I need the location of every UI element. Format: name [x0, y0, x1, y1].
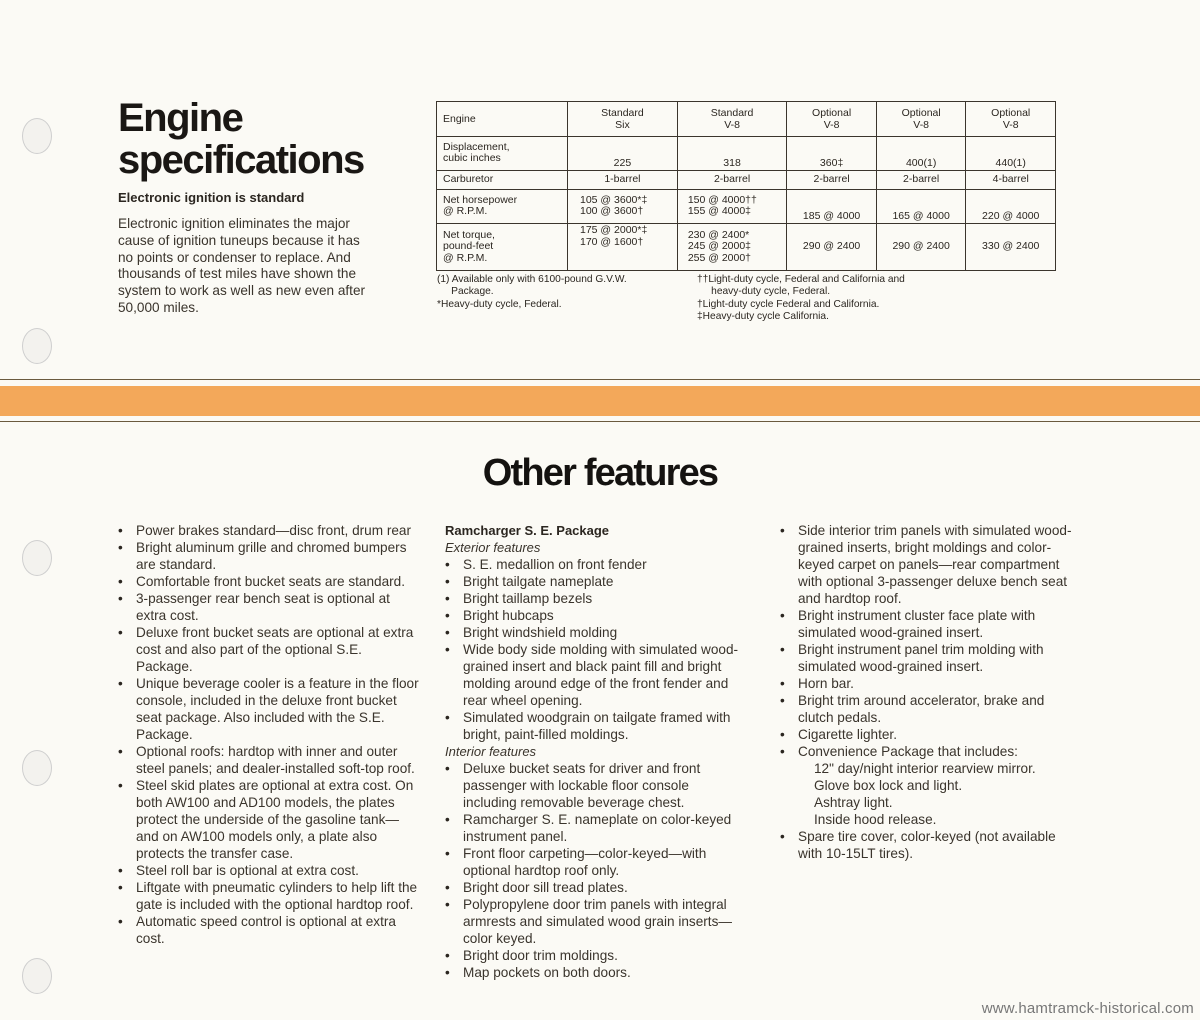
- footnote: *Heavy-duty cycle, Federal.: [437, 298, 562, 310]
- list-item: • Optional roofs: hardtop with inner and outer steel panels; and dealer-installed soft-top roof.: [118, 743, 420, 777]
- engine-spec-table: [436, 101, 1056, 271]
- row-label: Net torque, pound-feet @ R.P.M.: [437, 224, 568, 271]
- exterior-features-list: [445, 556, 745, 743]
- list-item: • Polypropylene door trim panels with integral armrests and simulated wood grain inserts—color keyed.: [445, 896, 745, 947]
- list-item: • Bright door sill tread plates.: [445, 879, 745, 896]
- row-label: Carburetor: [437, 171, 568, 189]
- title-line-2: specifications: [118, 138, 364, 182]
- table-cell: 400(1): [876, 136, 966, 171]
- list-item: • Deluxe bucket seats for driver and front passenger with lockable floor console including removable beverage chest.: [445, 760, 745, 811]
- binder-hole: [22, 118, 52, 154]
- list-item: • Power brakes standard—disc front, drum rear: [118, 522, 420, 539]
- table-cell: 150 @ 4000†† 155 @ 4000‡: [677, 189, 787, 224]
- list-item: • Simulated woodgrain on tailgate framed with bright, paint-filled moldings.: [445, 709, 745, 743]
- table-cell: 220 @ 4000: [966, 189, 1056, 224]
- list-item: • Automatic speed control is optional at extra cost.: [118, 913, 420, 947]
- list-item: • Horn bar.: [780, 675, 1080, 692]
- list-item: • Deluxe front bucket seats are optional at extra cost and also part of the optional S.E. Package.: [118, 624, 420, 675]
- footnote: Package.: [437, 286, 494, 298]
- list-item: • Cigarette lighter.: [780, 726, 1080, 743]
- footnote: heavy-duty cycle, Federal.: [697, 286, 831, 298]
- footnote: ††Light-duty cycle, Federal and California and: [697, 274, 905, 285]
- header-optional-v8-400: Optional V-8: [876, 102, 966, 137]
- list-item: • Bright tailgate nameplate: [445, 573, 745, 590]
- convenience-item: 12" day/night interior rearview mirror.: [814, 761, 1036, 776]
- header-standard-v8: Standard V-8: [677, 102, 787, 137]
- exterior-features-label: Exterior features: [445, 540, 541, 555]
- binder-hole: [22, 328, 52, 364]
- table-row-carburetor: [437, 171, 1056, 189]
- divider-line: [0, 421, 1200, 422]
- row-label: Displacement, cubic inches: [437, 136, 568, 171]
- header-standard-six: Standard Six: [568, 102, 678, 137]
- table-cell: 440(1): [966, 136, 1056, 171]
- orange-band: [0, 386, 1200, 416]
- table-cell: 230 @ 2400* 245 @ 2000‡ 255 @ 2000†: [677, 224, 787, 271]
- list-item: • Bright trim around accelerator, brake and clutch pedals.: [780, 692, 1080, 726]
- list-item: • Bright instrument cluster face plate with simulated wood-grained insert.: [780, 607, 1080, 641]
- table-cell: 360‡: [787, 136, 877, 171]
- other-features-title: Other features: [482, 452, 718, 494]
- list-item: • Comfortable front bucket seats are standard.: [118, 573, 420, 590]
- list-item: • Bright hubcaps: [445, 607, 745, 624]
- binder-hole: [22, 540, 52, 576]
- se-package-title: Ramcharger S. E. Package: [445, 523, 610, 538]
- features-column-3: [780, 522, 1080, 862]
- table-cell: 330 @ 2400: [966, 224, 1056, 271]
- list-item: • Liftgate with pneumatic cylinders to help lift the gate is included with the optional hardtop roof.: [118, 879, 420, 913]
- list-item: • Spare tire cover, color-keyed (not available with 10-15LT tires).: [780, 828, 1080, 862]
- header-engine: Engine: [437, 102, 568, 137]
- footnote: ‡Heavy-duty cycle California.: [697, 311, 829, 323]
- row-label: Net horsepower @ R.P.M.: [437, 189, 568, 224]
- table-cell: 105 @ 3600*‡ 100 @ 3600†: [568, 189, 678, 224]
- table-cell: 2-barrel: [876, 171, 966, 189]
- convenience-item: Inside hood release.: [814, 812, 937, 827]
- list-item: • Steel skid plates are optional at extra cost. On both AW100 and AD100 models, the plates protect the underside of the gasoline tank—and on AW100 models only, a plate also protects the transfer case.: [118, 777, 420, 862]
- list-item: • Bright aluminum grille and chromed bumpers are standard.: [118, 539, 420, 573]
- table-cell: 165 @ 4000: [876, 189, 966, 224]
- binder-hole: [22, 750, 52, 786]
- table-row-torque: [437, 224, 1056, 271]
- features-list-col1: [118, 522, 420, 947]
- table-notes-left: [437, 274, 687, 311]
- list-item: • Side interior trim panels with simulated wood-grained inserts, bright moldings and color-keyed carpet on panels—rear compartment with optional 3-passenger deluxe bench seat and hardtop roof.: [780, 522, 1080, 607]
- list-item: • Bright taillamp bezels: [445, 590, 745, 607]
- table-cell: 4-barrel: [966, 171, 1056, 189]
- table-cell: 290 @ 2400: [876, 224, 966, 271]
- header-optional-v8-440: Optional V-8: [966, 102, 1056, 137]
- list-item: • S. E. medallion on front fender: [445, 556, 745, 573]
- footnote: †Light-duty cycle Federal and California.: [697, 298, 880, 310]
- list-item: • Front floor carpeting—color-keyed—with optional hardtop roof only.: [445, 845, 745, 879]
- list-item: • Ramcharger S. E. nameplate on color-keyed instrument panel.: [445, 811, 745, 845]
- table-cell: 2-barrel: [677, 171, 787, 189]
- interior-features-label: Interior features: [445, 744, 537, 759]
- interior-features-list: [445, 760, 745, 981]
- list-item: • Steel roll bar is optional at extra cost.: [118, 862, 420, 879]
- list-item: • Wide body side molding with simulated wood-grained insert and black paint fill and bright molding around edge of the front fender and rear wheel opening.: [445, 641, 745, 709]
- spec-table-header-row: [437, 102, 1056, 137]
- features-list-col3-end: [780, 828, 1080, 862]
- table-cell: 318: [677, 136, 787, 171]
- list-item: • 3-passenger rear bench seat is optional at extra cost.: [118, 590, 420, 624]
- list-item: • Map pockets on both doors.: [445, 964, 745, 981]
- list-item: • Bright windshield molding: [445, 624, 745, 641]
- header-optional-v8-360: Optional V-8: [787, 102, 877, 137]
- table-cell: 2-barrel: [787, 171, 877, 189]
- list-item: • Convenience Package that includes:: [780, 743, 1080, 760]
- convenience-item: Ashtray light.: [814, 795, 893, 810]
- convenience-item: Glove box lock and light.: [814, 778, 963, 793]
- ignition-body-text: Electronic ignition eliminates the major cause of ignition tuneups because it has no points or condenser to replace. And thousands of test miles have shown the system to work as well as new even after 50,000 miles.: [118, 216, 366, 315]
- list-item: • Bright instrument panel trim molding with simulated wood-grained insert.: [780, 641, 1080, 675]
- table-notes-right: [697, 274, 997, 324]
- title-line-1: Engine: [118, 96, 243, 140]
- engine-specifications-title: [118, 98, 398, 180]
- features-list-col3: [780, 522, 1080, 760]
- list-item: • Bright door trim moldings.: [445, 947, 745, 964]
- table-row-displacement: [437, 136, 1056, 171]
- table-cell: 185 @ 4000: [787, 189, 877, 224]
- divider-line: [0, 379, 1200, 380]
- table-cell: 290 @ 2400: [787, 224, 877, 271]
- footnote: (1) Available only with 6100-pound G.V.W.: [437, 274, 627, 285]
- se-package-column: [445, 522, 745, 981]
- table-cell: 1-barrel: [568, 171, 678, 189]
- table-cell: 225: [568, 136, 678, 171]
- watermark-url: www.hamtramck-historical.com: [981, 1000, 1194, 1017]
- binder-hole: [22, 958, 52, 994]
- ignition-subtitle: Electronic ignition is standard: [118, 190, 305, 205]
- list-item: • Unique beverage cooler is a feature in the floor console, included in the deluxe front bucket seat package. Also included with the S.E. Package.: [118, 675, 420, 743]
- table-cell: 175 @ 2000*‡ 170 @ 1600†: [568, 224, 678, 271]
- table-row-horsepower: [437, 189, 1056, 224]
